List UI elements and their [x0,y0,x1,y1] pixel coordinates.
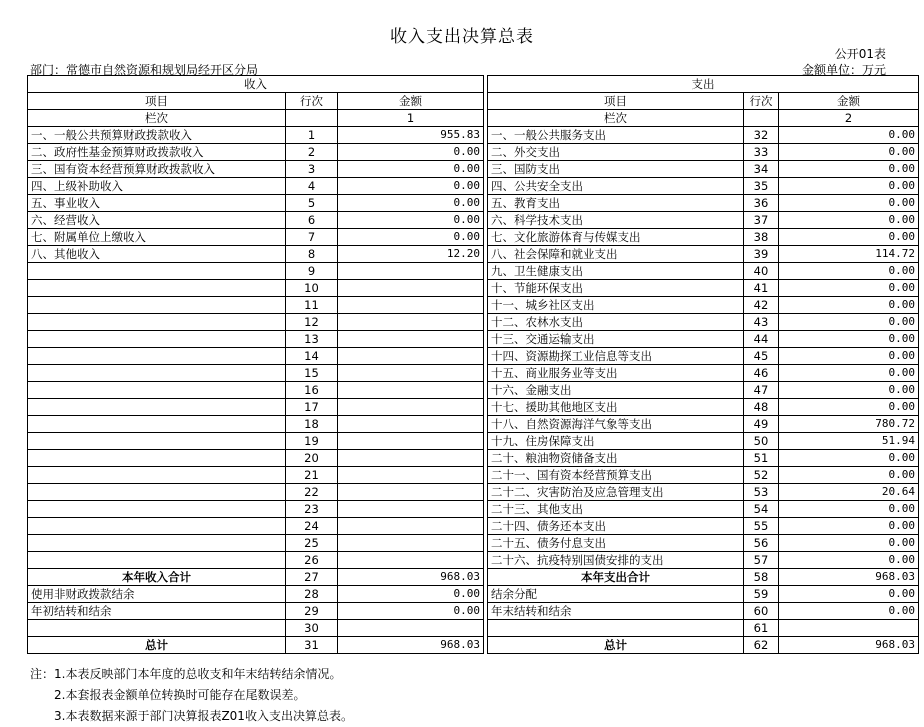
income-amount-cell: 0.00 [338,195,484,212]
income-item-cell [28,331,286,348]
expense-row-number: 56 [744,535,779,552]
income-row-number: 29 [286,603,338,620]
income-item-cell [28,467,286,484]
income-row-number: 11 [286,297,338,314]
expense-amount-cell: 0.00 [779,314,919,331]
expense-amount-cell: 780.72 [779,416,919,433]
expense-amount-cell: 0.00 [779,280,919,297]
expense-item-cell: 二十四、债务还本支出 [488,518,744,535]
income-column-number: 1 [338,110,484,127]
income-lanci-label: 栏次 [28,110,286,127]
income-amount-cell [338,365,484,382]
section-header-row [28,76,919,93]
income-amount-cell: 0.00 [338,178,484,195]
income-row-number: 27 [286,569,338,586]
expense-row-number: 37 [744,212,779,229]
expense-row-number: 43 [744,314,779,331]
income-row-number: 21 [286,467,338,484]
expense-row-header: 行次 [744,93,779,110]
income-row-number: 5 [286,195,338,212]
expense-item-header: 项目 [488,93,744,110]
expense-item-cell: 十七、援助其他地区支出 [488,399,744,416]
amount-unit: 金额单位：万元 [801,63,886,77]
income-row-number: 19 [286,433,338,450]
expense-item-cell: 二十五、债务付息支出 [488,535,744,552]
table-row [28,552,919,569]
expense-item-cell: 十四、资源勘探工业信息等支出 [488,348,744,365]
income-amount-cell [338,620,484,637]
income-item-cell [28,280,286,297]
income-row-number: 10 [286,280,338,297]
income-row-number: 6 [286,212,338,229]
table-row [28,178,919,195]
expense-row-number: 36 [744,195,779,212]
expense-row-number: 60 [744,603,779,620]
expense-row-number: 48 [744,399,779,416]
table-row [28,195,919,212]
income-row-header: 行次 [286,93,338,110]
income-amount-cell: 0.00 [338,229,484,246]
expense-row-number: 47 [744,382,779,399]
income-amount-cell: 968.03 [338,637,484,654]
expense-row-number: 57 [744,552,779,569]
income-row-number: 22 [286,484,338,501]
expense-item-cell: 二十六、抗疫特别国债安排的支出 [488,552,744,569]
expense-section-header: 支出 [488,76,919,93]
note-line: 3.本表数据来源于部门决算报表Z01收入支出决算总表。 [54,709,353,723]
expense-row-number: 53 [744,484,779,501]
expense-item-cell: 五、教育支出 [488,195,744,212]
income-amount-cell: 0.00 [338,161,484,178]
income-row-number: 18 [286,416,338,433]
expense-amount-cell: 0.00 [779,603,919,620]
expense-item-cell: 十八、自然资源海洋气象等支出 [488,416,744,433]
table-row [28,467,919,484]
table-row [28,314,919,331]
income-row-number: 23 [286,501,338,518]
income-item-cell [28,416,286,433]
table-row [28,365,919,382]
expense-row-number: 58 [744,569,779,586]
income-row-number: 17 [286,399,338,416]
table-row [28,297,919,314]
income-item-cell: 使用非财政拨款结余 [28,586,286,603]
table-row [28,280,919,297]
table-row [28,603,919,620]
expense-amount-cell: 0.00 [779,399,919,416]
expense-amount-cell: 0.00 [779,297,919,314]
income-item-cell [28,518,286,535]
income-row-number: 14 [286,348,338,365]
income-amount-cell [338,518,484,535]
income-row-number: 20 [286,450,338,467]
income-item-cell: 八、其他收入 [28,246,286,263]
expense-item-cell: 六、科学技术支出 [488,212,744,229]
expense-row-number: 50 [744,433,779,450]
income-row-number: 30 [286,620,338,637]
expense-item-cell: 二十三、其他支出 [488,501,744,518]
expense-item-cell: 十九、住房保障支出 [488,433,744,450]
expense-row-number: 46 [744,365,779,382]
table-row [28,416,919,433]
expense-amount-cell: 51.94 [779,433,919,450]
expense-row-number: 59 [744,586,779,603]
table-row [28,637,919,654]
income-section-header: 收入 [28,76,484,93]
income-row-number: 1 [286,127,338,144]
income-amount-header: 金额 [338,93,484,110]
expense-amount-cell: 0.00 [779,212,919,229]
column-index-row [28,110,919,127]
expense-amount-cell: 0.00 [779,263,919,280]
expense-row-number: 34 [744,161,779,178]
income-row-number: 2 [286,144,338,161]
income-item-cell: 七、附属单位上缴收入 [28,229,286,246]
expense-amount-cell: 0.00 [779,144,919,161]
expense-row-number: 32 [744,127,779,144]
expense-amount-cell: 0.00 [779,467,919,484]
expense-row-number: 52 [744,467,779,484]
table-row [28,450,919,467]
table-row [28,501,919,518]
expense-amount-cell: 0.00 [779,586,919,603]
expense-column-number: 2 [779,110,919,127]
page-title: 收入支出决算总表 [390,27,534,47]
expense-amount-cell: 0.00 [779,535,919,552]
income-item-cell [28,399,286,416]
income-amount-cell [338,382,484,399]
expense-item-cell: 十三、交通运输支出 [488,331,744,348]
income-item-cell: 总计 [28,637,286,654]
income-item-cell [28,450,286,467]
note-line: 注：1.本表反映部门本年度的总收支和年末结转结余情况。 [30,667,342,681]
income-amount-cell [338,484,484,501]
income-item-cell [28,620,286,637]
income-item-cell [28,297,286,314]
income-item-cell [28,484,286,501]
income-amount-cell [338,263,484,280]
income-row-number: 8 [286,246,338,263]
summary-table [27,75,919,654]
expense-item-cell [488,620,744,637]
income-item-cell [28,552,286,569]
expense-amount-cell: 0.00 [779,501,919,518]
income-amount-cell: 955.83 [338,127,484,144]
expense-row-number: 39 [744,246,779,263]
expense-item-cell: 十五、商业服务业等支出 [488,365,744,382]
table-row [28,518,919,535]
table-row [28,331,919,348]
expense-item-cell: 七、文化旅游体育与传媒支出 [488,229,744,246]
expense-amount-cell: 0.00 [779,229,919,246]
income-row-number: 24 [286,518,338,535]
expense-amount-cell: 0.00 [779,365,919,382]
income-row-number: 4 [286,178,338,195]
income-item-cell: 四、上级补助收入 [28,178,286,195]
income-amount-cell: 0.00 [338,212,484,229]
expense-amount-cell: 114.72 [779,246,919,263]
income-item-cell: 一、一般公共预算财政拨款收入 [28,127,286,144]
income-item-cell: 年初结转和结余 [28,603,286,620]
income-amount-cell [338,450,484,467]
income-item-header: 项目 [28,93,286,110]
income-amount-cell [338,501,484,518]
income-item-cell [28,365,286,382]
expense-row-number: 44 [744,331,779,348]
expense-amount-cell: 0.00 [779,178,919,195]
expense-item-cell: 十、节能环保支出 [488,280,744,297]
expense-row-number: 54 [744,501,779,518]
income-item-cell: 三、国有资本经营预算财政拨款收入 [28,161,286,178]
expense-item-cell: 十二、农林水支出 [488,314,744,331]
income-item-cell [28,382,286,399]
column-header-row [28,93,919,110]
income-item-cell [28,314,286,331]
income-amount-cell: 0.00 [338,586,484,603]
expense-amount-cell: 0.00 [779,127,919,144]
notes [30,664,353,727]
expense-item-cell: 二十、粮油物资储备支出 [488,450,744,467]
income-amount-cell [338,280,484,297]
income-row-number: 3 [286,161,338,178]
expense-item-cell: 二、外交支出 [488,144,744,161]
expense-item-cell: 结余分配 [488,586,744,603]
table-row [28,484,919,501]
table-row [28,382,919,399]
income-row-number: 9 [286,263,338,280]
expense-row-number: 62 [744,637,779,654]
table-row [28,263,919,280]
table-row [28,620,919,637]
expense-amount-cell: 0.00 [779,348,919,365]
income-amount-cell [338,535,484,552]
expense-row-number: 61 [744,620,779,637]
income-amount-cell: 0.00 [338,144,484,161]
table-row [28,161,919,178]
expense-amount-cell: 0.00 [779,382,919,399]
income-amount-cell [338,348,484,365]
expense-amount-cell: 0.00 [779,518,919,535]
income-item-cell [28,535,286,552]
expense-row-number: 51 [744,450,779,467]
expense-item-cell: 四、公共安全支出 [488,178,744,195]
income-item-cell: 二、政府性基金预算财政拨款收入 [28,144,286,161]
table-row [28,433,919,450]
table-row [28,348,919,365]
expense-row-number: 33 [744,144,779,161]
expense-amount-cell: 0.00 [779,331,919,348]
expense-amount-cell: 0.00 [779,450,919,467]
income-amount-cell: 0.00 [338,603,484,620]
table-row [28,569,919,586]
income-item-cell [28,433,286,450]
income-amount-cell [338,297,484,314]
expense-item-cell: 本年支出合计 [488,569,744,586]
income-amount-cell [338,552,484,569]
table-row [28,229,919,246]
table-row [28,212,919,229]
income-row-number: 28 [286,586,338,603]
department-label: 部门：常德市自然资源和规划局经开区分局 [30,63,259,77]
income-row-number: 13 [286,331,338,348]
table-row [28,535,919,552]
expense-item-cell: 三、国防支出 [488,161,744,178]
expense-item-cell: 二十二、灾害防治及应急管理支出 [488,484,744,501]
table-row [28,246,919,263]
income-amount-cell [338,416,484,433]
expense-amount-cell: 968.03 [779,569,919,586]
expense-item-cell: 十一、城乡社区支出 [488,297,744,314]
expense-amount-cell: 0.00 [779,552,919,569]
expense-row-number: 45 [744,348,779,365]
table-row [28,144,919,161]
income-row-number: 12 [286,314,338,331]
income-row-number: 7 [286,229,338,246]
income-amount-cell [338,314,484,331]
expense-lanci-label: 栏次 [488,110,744,127]
expense-item-cell: 二十一、国有资本经营预算支出 [488,467,744,484]
income-amount-cell [338,331,484,348]
income-amount-cell [338,399,484,416]
expense-row-number: 38 [744,229,779,246]
income-row-number: 26 [286,552,338,569]
income-amount-cell [338,467,484,484]
expense-item-cell: 十六、金融支出 [488,382,744,399]
income-item-cell [28,501,286,518]
income-row-number: 16 [286,382,338,399]
income-item-cell: 本年收入合计 [28,569,286,586]
expense-item-cell: 总计 [488,637,744,654]
expense-row-number: 42 [744,297,779,314]
table-row [28,399,919,416]
income-row-number: 31 [286,637,338,654]
expense-amount-cell: 0.00 [779,161,919,178]
expense-amount-cell: 0.00 [779,195,919,212]
expense-row-number: 55 [744,518,779,535]
expense-row-number: 40 [744,263,779,280]
income-amount-cell: 12.20 [338,246,484,263]
income-item-cell [28,263,286,280]
expense-row-number: 35 [744,178,779,195]
expense-item-cell: 八、社会保障和就业支出 [488,246,744,263]
income-row-number: 15 [286,365,338,382]
table-row [28,586,919,603]
expense-amount-cell: 20.64 [779,484,919,501]
income-item-cell: 六、经营收入 [28,212,286,229]
income-item-cell [28,348,286,365]
expense-amount-cell [779,620,919,637]
income-amount-cell [338,433,484,450]
form-code: 公开01表 [834,47,886,61]
expense-row-number: 49 [744,416,779,433]
income-item-cell: 五、事业收入 [28,195,286,212]
note-line: 2.本套报表金额单位转换时可能存在尾数误差。 [54,688,306,702]
expense-row-number: 41 [744,280,779,297]
income-amount-cell: 968.03 [338,569,484,586]
expense-amount-header: 金额 [779,93,919,110]
income-row-number: 25 [286,535,338,552]
expense-item-cell: 年末结转和结余 [488,603,744,620]
expense-amount-cell: 968.03 [779,637,919,654]
expense-item-cell: 九、卫生健康支出 [488,263,744,280]
expense-item-cell: 一、一般公共服务支出 [488,127,744,144]
table-row [28,127,919,144]
